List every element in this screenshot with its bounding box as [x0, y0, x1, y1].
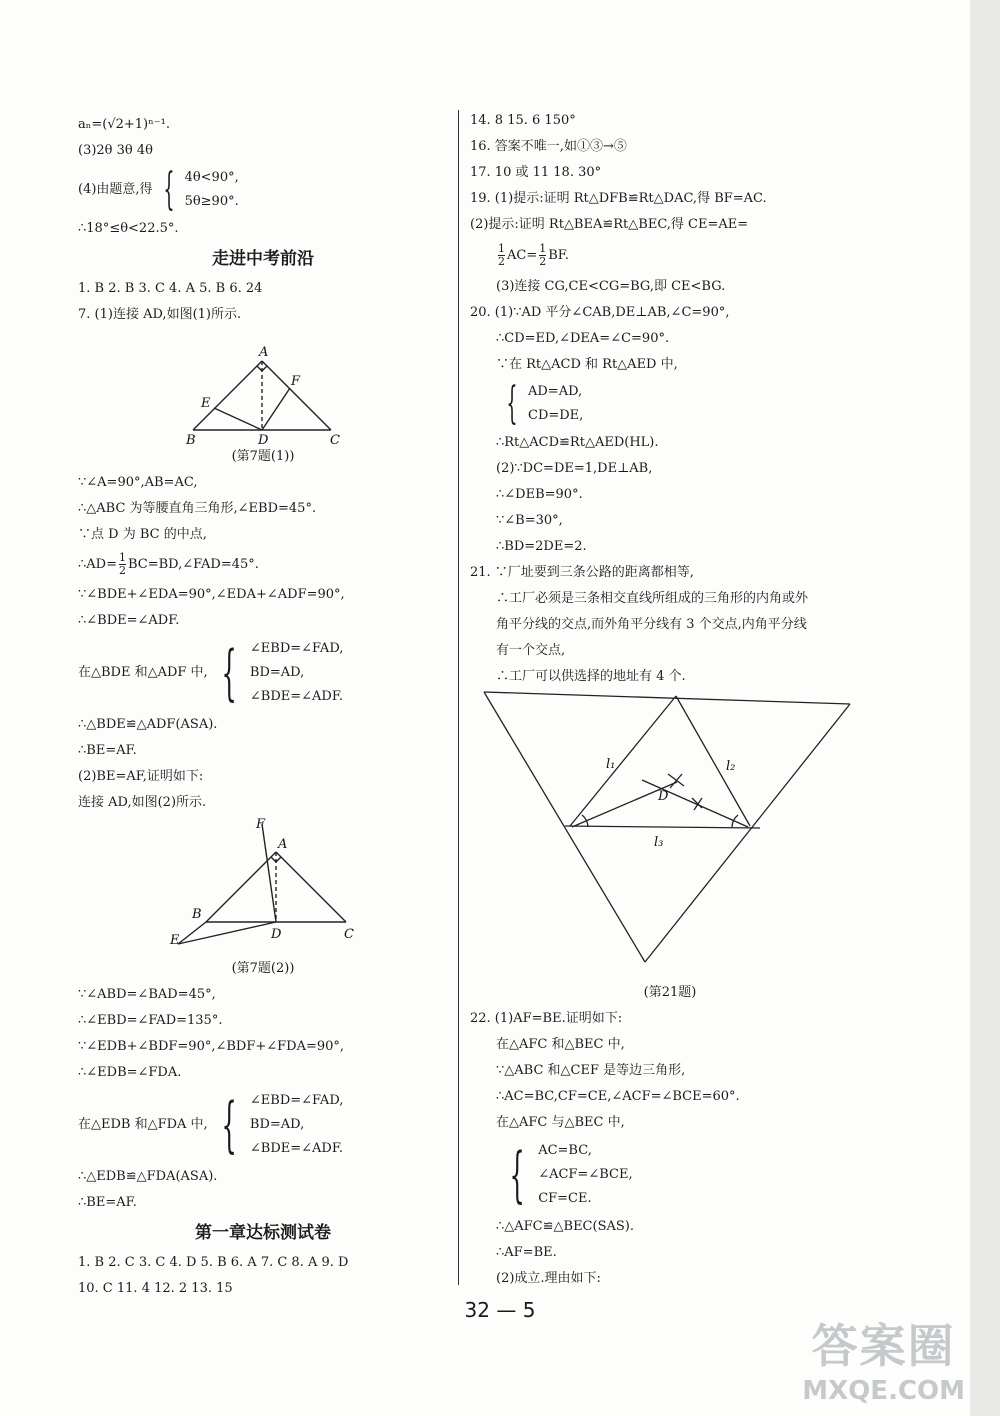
text-line	[470, 238, 870, 274]
watermark	[802, 1310, 965, 1406]
equation-stack	[250, 637, 344, 709]
figure-7-2-diagram	[78, 816, 448, 956]
equation: ∠EBD=∠FAD,	[249, 641, 344, 656]
text-line: 10. C 11. 4 12. 2 13. 15	[78, 1281, 233, 1296]
brace: {	[506, 378, 518, 429]
denominator: 2	[118, 564, 126, 577]
text-fragment: BC=BD,∠FAD=45°.	[127, 557, 259, 572]
text-fragment: ∴AD=	[78, 557, 117, 572]
figure-caption: (第7题(2))	[231, 961, 295, 976]
equation: BD=AD,	[249, 665, 305, 680]
text-line: ∵点 D 为 BC 的中点,	[78, 527, 207, 542]
section-heading: 走进中考前沿	[212, 249, 314, 269]
text-line: (2)成立.理由如下:	[496, 1271, 601, 1286]
text-line: ∴BD=2DE=2.	[496, 539, 587, 554]
label-l2: l₂	[726, 759, 736, 774]
text-line: (3)2θ 3θ 4θ	[78, 143, 153, 158]
brace: {	[509, 1140, 525, 1210]
figure-caption: (第7题(1))	[231, 449, 295, 464]
text-line: 16. 答案不唯一,如①③→⑤	[470, 139, 627, 154]
page-edge	[970, 0, 1000, 1416]
text-line: 14. 8 15. 6 150°	[470, 113, 576, 128]
equation: 5θ≥90°.	[184, 194, 239, 209]
label-E: E	[201, 396, 211, 411]
text-line: ∴AC=BC,CF=CE,∠ACF=∠BCE=60°.	[496, 1089, 740, 1104]
equation: AC=BC,	[538, 1143, 592, 1158]
figure-21	[470, 690, 870, 1006]
text-line: ∴Rt△ACD≌Rt△AED(HL).	[496, 435, 659, 450]
text-line: ∵∠A=90°,AB=AC,	[78, 475, 198, 490]
text-line: ∴△EDB≌△FDA(ASA).	[78, 1169, 218, 1184]
text-line: 在△AFC 和△BEC 中,	[496, 1037, 625, 1052]
text-line: 22. (1)AF=BE.证明如下:	[470, 1011, 623, 1026]
text-line: ∵∠EDB+∠BDF=90°,∠BDF+∠FDA=90°,	[78, 1039, 345, 1054]
label-D: D	[271, 927, 282, 942]
label-l3: l₃	[654, 835, 664, 850]
outer-right-line	[645, 704, 850, 962]
text-line: ∴∠EDB=∠FDA.	[78, 1065, 182, 1080]
label-D: D	[258, 433, 269, 444]
text-line: 1. B 2. B 3. C 4. A 5. B 6. 24	[78, 281, 263, 296]
brace: {	[221, 1090, 237, 1160]
label-A: A	[259, 345, 269, 360]
text-line: ∵∠B=30°,	[496, 513, 563, 528]
text-line: ∵在 Rt△ACD 和 Rt△AED 中,	[496, 357, 678, 372]
construction-mark	[668, 774, 684, 788]
text-line: ∴△AFC≌△BEC(SAS).	[496, 1219, 634, 1234]
denominator: 2	[498, 255, 505, 268]
watermark-site: MXQE.COM	[802, 1376, 965, 1406]
text-line: ∴工厂可以供选择的地址有 4 个.	[496, 669, 686, 684]
text-line: 19. (1)提示:证明 Rt△DFB≌Rt△DAC,得 BF=AC.	[470, 191, 767, 206]
equation-stack	[185, 166, 239, 214]
equation: ∠ACF=∠BCE,	[538, 1167, 633, 1182]
brace: {	[221, 638, 237, 708]
label-A: A	[278, 837, 288, 852]
segment-AC	[276, 852, 346, 922]
text-fragment: BF.	[548, 248, 569, 263]
equation-stack	[250, 1089, 344, 1161]
equation-stack	[538, 1139, 632, 1211]
text-line: 在△EDB 和△FDA 中,	[78, 1117, 208, 1132]
segment-FD	[262, 824, 276, 922]
equation: CD=DE,	[528, 408, 584, 423]
equation: BD=AD,	[249, 1117, 305, 1132]
segment-DF	[262, 388, 290, 430]
text-line: (2)提示:证明 Rt△BEA≌Rt△BEC,得 CE=AE=	[470, 217, 749, 232]
top-line	[484, 692, 850, 704]
label-E: E	[170, 933, 180, 948]
text-line: (2)BE=AF,证明如下:	[78, 769, 204, 784]
congruence-system	[470, 378, 870, 430]
label-C: C	[330, 433, 340, 444]
label-F: F	[256, 817, 266, 832]
watermark-logo: 答案圈	[811, 1319, 956, 1373]
text-line	[78, 548, 448, 582]
text-line: ∴BE=AF.	[78, 1195, 137, 1210]
text-line: aₙ=(√2+1)ⁿ⁻¹.	[78, 117, 170, 132]
text-line: 在△AFC 与△BEC 中,	[496, 1115, 625, 1130]
text-line: ∴工厂必须是三条相交直线所组成的三角形的内角或外	[496, 591, 809, 606]
text-line: (3)连接 CG,CE<CG=BG,即 CE<BG.	[496, 279, 726, 294]
text-line: ∴∠BDE=∠ADF.	[78, 613, 180, 628]
line-l2	[676, 696, 750, 826]
congruence-system	[78, 1086, 448, 1164]
numerator: 1	[539, 242, 547, 255]
right-column	[470, 108, 870, 1292]
text-line: ∴BE=AF.	[78, 743, 137, 758]
fraction	[119, 552, 126, 577]
figure-7-2	[78, 816, 448, 982]
text-line: ∴CD=ED,∠DEA=∠C=90°.	[496, 331, 670, 346]
segment-ED	[214, 408, 262, 430]
text-line: ∴AF=BE.	[496, 1245, 557, 1260]
brace: {	[162, 164, 175, 215]
text-line: ∴△ABC 为等腰直角三角形,∠EBD=45°.	[78, 501, 317, 516]
equation: ∠BDE=∠ADF.	[249, 1141, 343, 1156]
left-column	[78, 112, 448, 1302]
label-B: B	[192, 907, 202, 922]
fraction	[498, 243, 505, 268]
text-line: 连接 AD,如图(2)所示.	[78, 795, 207, 810]
figure-7-1	[78, 328, 448, 470]
equation: 4θ<90°,	[184, 170, 239, 185]
column-divider	[458, 110, 459, 1285]
segment-AC	[262, 361, 331, 430]
text-fragment: AC=	[507, 248, 538, 263]
equation: CF=CE.	[538, 1191, 592, 1206]
text-line: 1. B 2. C 3. C 4. D 5. B 6. A 7. C 8. A 9. D	[78, 1255, 349, 1270]
label-B: B	[186, 433, 196, 444]
label-C: C	[344, 927, 354, 942]
text-line: 角平分线的交点,而外角平分线有 3 个交点,内角平分线	[496, 617, 807, 632]
line-l1	[570, 696, 676, 826]
equation: ∠EBD=∠FAD,	[249, 1093, 344, 1108]
figure-21-diagram	[470, 690, 870, 980]
text-line: 有一个交点,	[496, 643, 566, 658]
text-line: 21. ∵厂址要到三条公路的距离都相等,	[470, 565, 694, 580]
numerator: 1	[498, 242, 505, 255]
figure-caption: (第21题)	[643, 985, 697, 1000]
text-line: 7. (1)连接 AD,如图(1)所示.	[78, 307, 242, 322]
text-line: ∵△ABC 和△CEF 是等边三角形,	[496, 1063, 686, 1078]
page-number: 32 — 5	[464, 1298, 536, 1322]
text-line: 17. 10 或 11 18. 30°	[470, 165, 602, 180]
figure-7-1-diagram	[78, 328, 448, 444]
text-line: 20. (1)∵AD 平分∠CAB,DE⊥AB,∠C=90°,	[470, 305, 730, 320]
section-heading: 第一章达标测试卷	[195, 1223, 331, 1243]
text-line: (4)由题意,得	[78, 182, 153, 197]
equation: ∠BDE=∠ADF.	[249, 689, 343, 704]
numerator: 1	[118, 551, 126, 564]
text-line: ∴∠DEB=90°.	[496, 487, 583, 502]
congruence-system	[78, 634, 448, 712]
text-line: ∴△BDE≌△ADF(ASA).	[78, 717, 218, 732]
equation: AD=AD,	[528, 384, 583, 399]
label-D: D	[658, 789, 669, 804]
label-F: F	[291, 374, 301, 389]
system-inequality	[78, 164, 448, 216]
congruence-system	[470, 1136, 870, 1214]
line-l3	[565, 826, 760, 828]
segment-AB	[206, 852, 276, 922]
denominator: 2	[539, 255, 547, 268]
text-line: 在△BDE 和△ADF 中,	[78, 665, 208, 680]
text-line: ∴∠EBD=∠FAD=135°.	[78, 1013, 223, 1028]
text-line: ∴18°≤θ<22.5°.	[78, 221, 179, 236]
text-line: ∵∠BDE+∠EDA=90°,∠EDA+∠ADF=90°,	[78, 587, 345, 602]
label-l1: l₁	[606, 757, 616, 772]
equation-stack	[528, 380, 583, 428]
fraction	[539, 243, 546, 268]
text-line: ∵∠ABD=∠BAD=45°,	[78, 987, 216, 1002]
text-line: (2)∵DC=DE=1,DE⊥AB,	[496, 461, 653, 476]
